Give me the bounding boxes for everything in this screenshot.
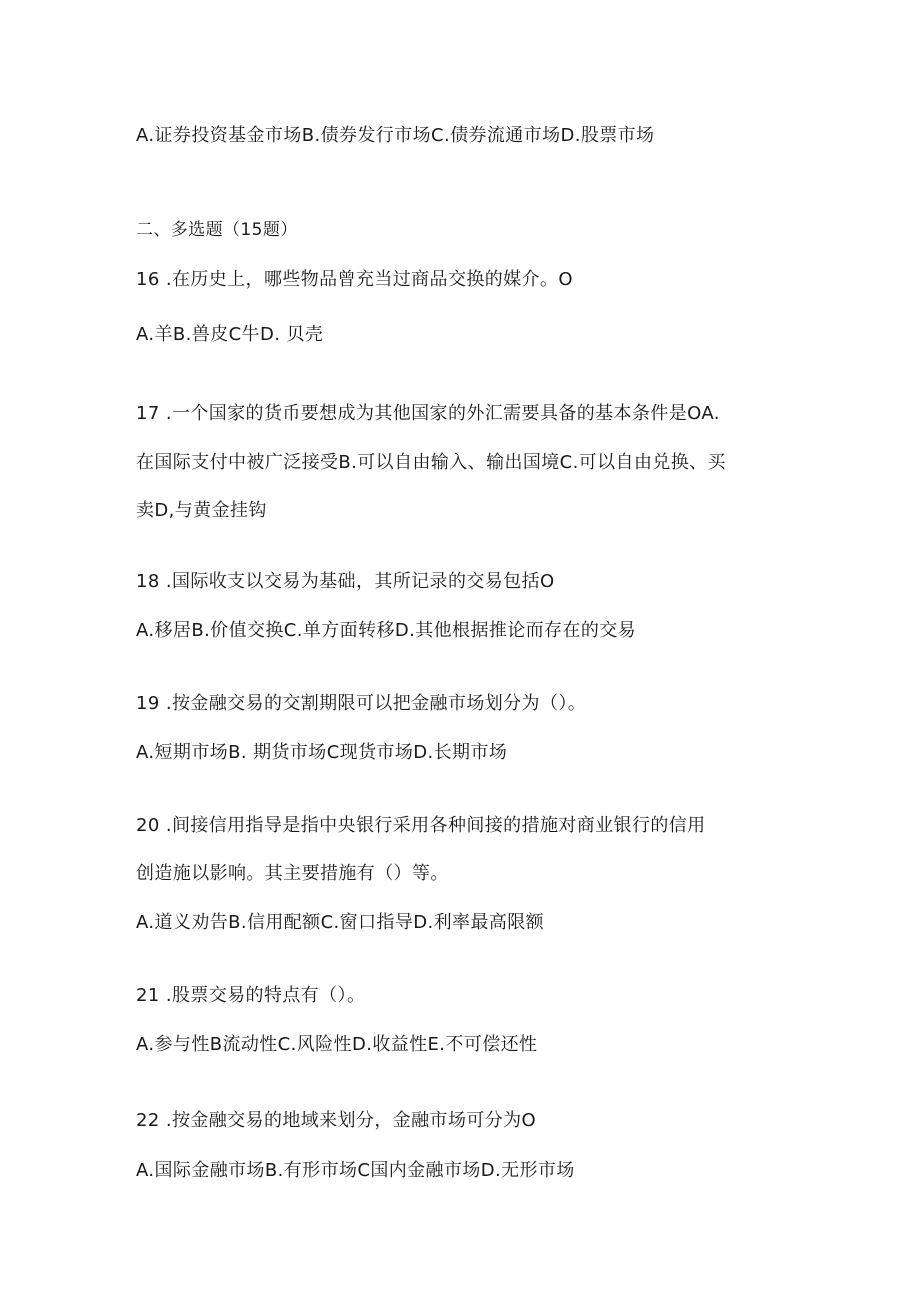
question-22-stem: 22 .按金融交易的地域来划分，金融市场可分为O: [136, 1110, 537, 1131]
question-21-stem: 21 .股票交易的特点有（）。: [136, 985, 366, 1006]
question-16-options: A.羊B.兽皮C牛D. 贝壳: [136, 324, 324, 345]
question-18-stem: 18 .国际收支以交易为基础，其所记录的交易包括O: [136, 571, 555, 592]
question-19-stem: 19 .按金融交易的交割期限可以把金融市场划分为（）。: [136, 693, 587, 714]
prev-question-options: A.证券投资基金市场B.债券发行市场C.债券流通市场D.股票市场: [136, 125, 655, 146]
question-17-stem-line-2: 在国际支付中被广泛接受B.可以自由输入、输出国境C.可以自由兑换、买: [136, 452, 726, 473]
question-20-stem-line-1: 20 .间接信用指导是指中央银行采用各种间接的措施对商业银行的信用: [136, 815, 706, 836]
question-19-options: A.短期市场B. 期货市场C现货市场D.长期市场: [136, 742, 508, 763]
question-21-options: A.参与性B流动性C.风险性D.收益性E.不可偿还性: [136, 1034, 538, 1055]
question-20-options: A.道义劝告B.信用配额C.窗口指导D.利率最高限额: [136, 912, 545, 933]
question-17-stem-line-1: 17 .一个国家的货币要想成为其他国家的外汇需要具备的基本条件是OA.: [136, 403, 720, 424]
question-16-stem: 16 .在历史上，哪些物品曾充当过商品交换的媒介。O: [136, 269, 573, 290]
section-heading: 二、多选题（15题）: [136, 220, 298, 240]
question-20-stem-line-2: 创造施以影响。其主要措施有（）等。: [136, 863, 449, 884]
question-22-options: A.国际金融市场B.有形市场C国内金融市场D.无形市场: [136, 1160, 575, 1181]
question-18-options: A.移居B.价值交换C.单方面转移D.其他根据推论而存在的交易: [136, 620, 637, 641]
question-17-stem-line-3: 卖D,与黄金挂钩: [136, 500, 267, 521]
